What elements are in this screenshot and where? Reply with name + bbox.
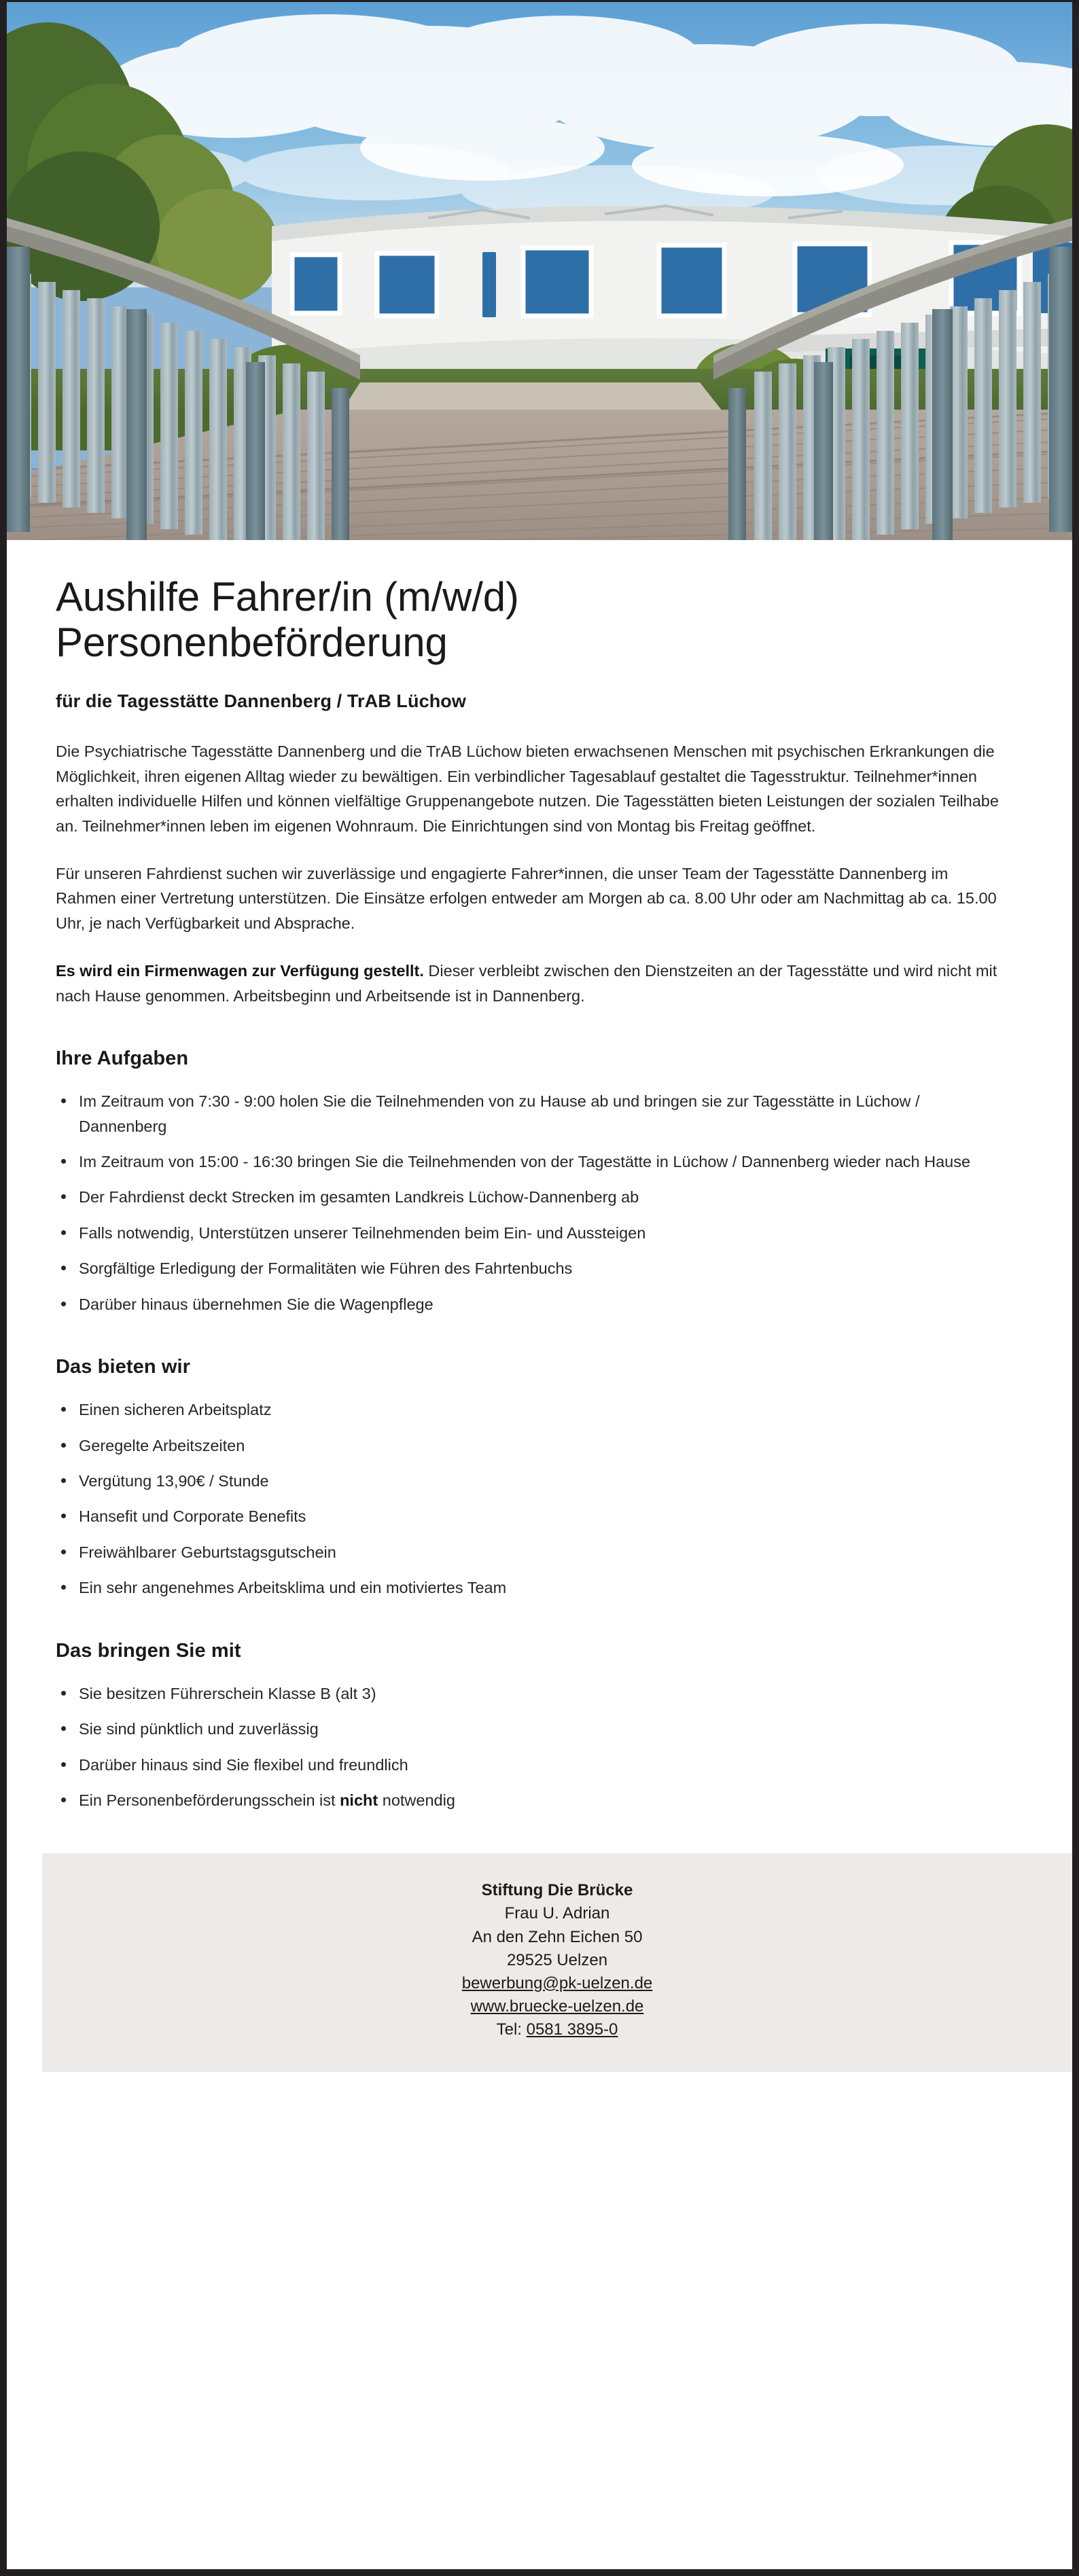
contact-city: 29525 Uelzen [506,1950,608,1969]
intro-paragraph-2: Für unseren Fahrdienst suchen wir zuverlässige und engagierte Fahrer*innen, die unser Team der Tagesstätte Dannenberg im Rahmen einer Vertretung unterstützen. Die Einsätze erfolgen entweder am Morgen ab ca. 8.00 Uhr oder am Nachmittag ab ca. 15.00 Uhr, je nach Verfügbarkeit und Absprache. [56,865,997,932]
job-subtitle: für die Tagesstätte Dannenberg / TrAB Lüchow [56,691,466,712]
section-heading-offer: Das bieten wir [56,1356,191,1378]
website-plain-part[interactable]: -uelzen.de [567,1997,644,2016]
job-title-line-1: Aushilfe Fahrer/in (m/w/d) [56,574,519,620]
list-item: Sorgfältige Erledigung der Formalitäten wie Führen des Fahrtenbuchs [56,1256,1010,1281]
requirement-suffix: notwendig [378,1791,455,1809]
section-heading-tasks: Ihre Aufgaben [56,1048,189,1070]
list-item: Im Zeitraum von 15:00 - 16:30 bringen Sie die Teilnehmenden von der Tagestätte in Lüchow / Dannenberg wieder nach Hause [56,1149,1010,1174]
list-item: Sie sind pünktlich und zuverlässig [56,1717,1010,1741]
contact-street: An den Zehn Eichen 50 [472,1927,643,1946]
job-title-line-2: Personenbeförderung [56,620,448,666]
offer-list [56,1397,1023,1600]
requirement-emphasis: nicht [340,1791,378,1809]
contact-email-link[interactable]: bewerbung@pk-uelzen.de [461,1973,653,1992]
list-item: Ein sehr angenehmes Arbeitsklima und ein motiviertes Team [56,1575,1010,1600]
company-car-highlight: Es wird ein Firmenwagen zur Verfügung gestellt. [56,962,424,980]
contact-person: Frau U. Adrian [504,1904,610,1923]
contact-organization: Stiftung Die Brücke [481,1881,633,1900]
list-item: Im Zeitraum von 7:30 - 9:00 holen Sie die Teilnehmenden von zu Hause ab und bringen sie zur Tagesstätte in Lüchow / Dannenberg [56,1089,1010,1139]
website-underlined-part[interactable]: www.bruecke [470,1997,568,2016]
list-item: Einen sicheren Arbeitsplatz [56,1397,1010,1422]
intro-paragraph-1: Die Psychiatrische Tagesstätte Dannenberg und die TrAB Lüchow bieten erwachsenen Menschen mit psychischen Erkrankungen die Möglichkeit, ihren eigenen Alltag wieder zu bewältigen. Ein verbindlicher Tagesablauf gestaltet die Tagesstruktur. Teilnehmer*innen erhalten individuelle Hilfen und können vielfältige Gruppenangebote nutzen. Die Tagesstätten bieten Leistungen der sozialen Teilhabe an. Teilnehmer*innen leben im eigenen Wohnraum. Die Einrichtungen sind von Montag bis Freitag geöffnet. [56,743,999,835]
tasks-list [56,1089,1023,1317]
phone-number[interactable]: 0581 3895-0 [526,2020,618,2039]
list-item [56,1788,1010,1812]
phone-label: Tel: [496,2020,527,2039]
requirement-prefix: Ein Personenbeförderungsschein ist [79,1791,340,1809]
list-item: Geregelte Arbeitszeiten [56,1433,1010,1458]
list-item: Der Fahrdienst deckt Strecken im gesamten Landkreis Lüchow-Dannenberg ab [56,1185,1010,1209]
list-item: Falls notwendig, Unterstützen unserer Teilnehmenden beim Ein- und Aussteigen [56,1221,1010,1245]
contact-website-link[interactable] [471,1997,644,2016]
section-heading-requirements: Das bringen Sie mit [56,1639,241,1662]
hero-photo-illustration [7,2,1072,540]
footer-wrapper [7,1853,1072,2072]
contact-email-line[interactable] [56,1972,1059,1995]
list-item: Hansefit und Corporate Benefits [56,1504,1010,1528]
requirements-list [56,1681,1023,1813]
list-item: Sie besitzen Führerschein Klasse B (alt 3) [56,1681,1010,1706]
page-title [56,574,871,665]
contact-website-line[interactable] [56,1995,1059,2018]
company-car-detail: Dieser verbleibt zwischen den Dienstzeiten an der Tagesstätte und wird nicht mit nach Hause genommen. Arbeitsbeginn und Arbeitsende ist in Dannenberg. [56,962,997,1005]
list-item: Darüber hinaus übernehmen Sie die Wagenpflege [56,1292,1010,1317]
job-content [7,540,1072,1812]
contact-box [42,1853,1072,2072]
intro-paragraph-3 [56,959,1000,1008]
list-item: Darüber hinaus sind Sie flexibel und freundlich [56,1753,1010,1777]
hero-photo [7,2,1072,540]
list-item: Freiwählbarer Geburtstagsgutschein [56,1540,1010,1564]
list-item: Vergütung 13,90€ / Stunde [56,1469,1010,1493]
contact-phone-line [56,2018,1059,2041]
